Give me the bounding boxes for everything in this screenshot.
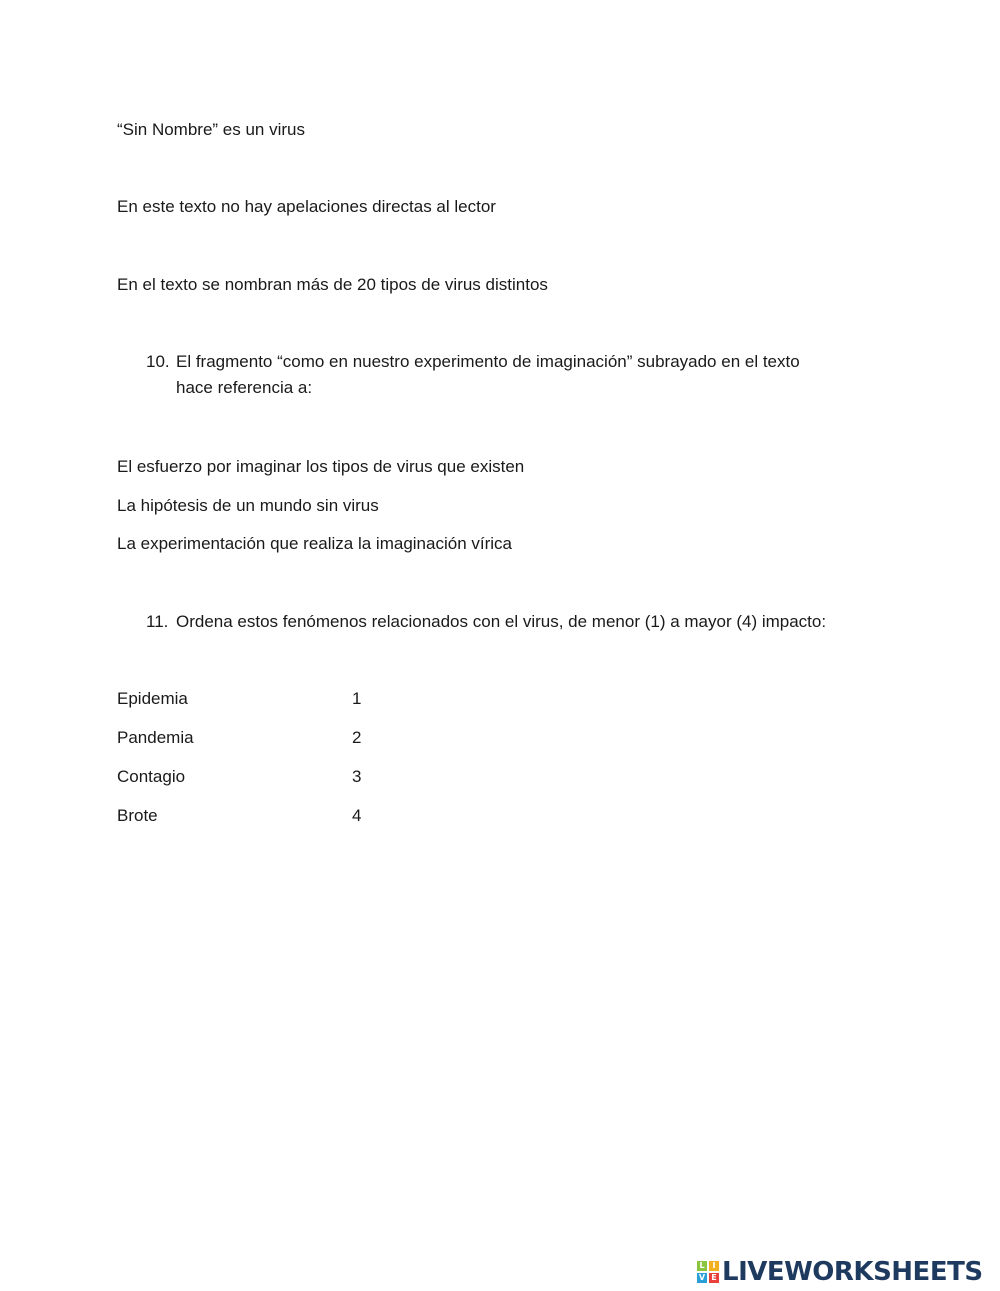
logo-mark-letter-l: L: [697, 1261, 707, 1271]
question-10-option-1[interactable]: El esfuerzo por imaginar los tipos de virus que existen: [117, 457, 525, 476]
ordering-rank[interactable]: 4: [352, 806, 362, 825]
ordering-row-1: [117, 687, 417, 711]
ordering-rank[interactable]: 1: [352, 689, 362, 708]
question-10-text-line1: El fragmento “como en nuestro experimento de imaginación” subrayado en el texto: [176, 352, 800, 371]
logo-mark-letter-e: E: [709, 1273, 719, 1283]
question-10-option-3[interactable]: La experimentación que realiza la imaginación vírica: [117, 534, 512, 553]
question-11: [146, 609, 946, 635]
statement-sin-nombre: “Sin Nombre” es un virus: [117, 120, 306, 139]
liveworksheets-logo-text: LIVEWORKSHEETS: [722, 1257, 983, 1287]
liveworksheets-logo-icon: [697, 1261, 719, 1283]
ordering-rank[interactable]: 3: [352, 767, 362, 786]
question-10-text-line2: hace referencia a:: [176, 378, 313, 397]
logo-mark-letter-v: V: [698, 1273, 706, 1282]
question-10: [146, 349, 886, 401]
ordering-rank[interactable]: 2: [352, 728, 362, 747]
question-11-number: 11.: [146, 612, 169, 631]
question-10-number: 10.: [146, 352, 170, 371]
ordering-row-4: [117, 804, 417, 828]
ordering-row-2: [117, 726, 417, 750]
ordering-term: Pandemia: [117, 728, 194, 747]
liveworksheets-logo: [697, 1255, 983, 1289]
logo-mark-letter-i: I: [709, 1261, 719, 1271]
statement-apelaciones: En este texto no hay apelaciones directas al lector: [117, 197, 496, 216]
question-11-text: Ordena estos fenómenos relacionados con el virus, de menor (1) a mayor (4) impacto:: [176, 612, 827, 631]
statement-tipos-virus: En el texto se nombran más de 20 tipos de virus distintos: [117, 275, 548, 294]
ordering-term: Epidemia: [117, 689, 188, 708]
ordering-term: Brote: [117, 806, 158, 825]
question-10-option-2[interactable]: La hipótesis de un mundo sin virus: [117, 496, 379, 515]
ordering-row-3: [117, 765, 417, 789]
ordering-term: Contagio: [117, 767, 186, 786]
